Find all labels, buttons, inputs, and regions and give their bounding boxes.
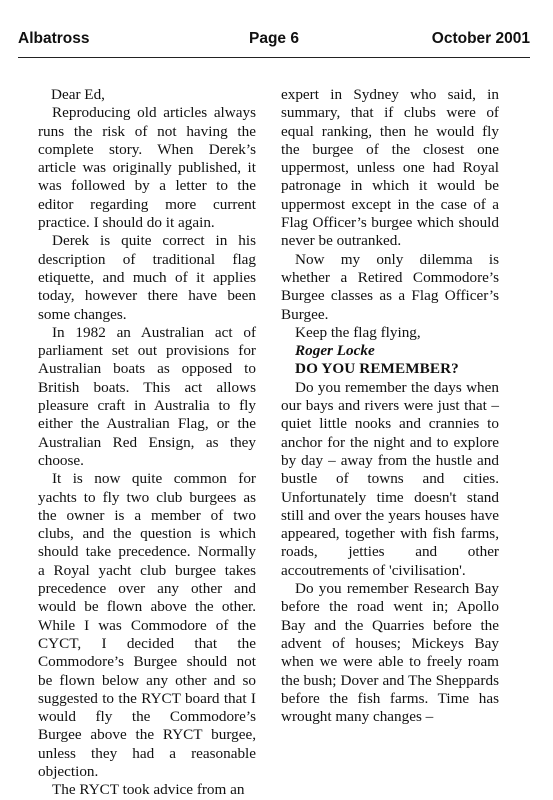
letter-paragraph: Now my only dilemma is whether a Retired Commodore’s Burgee classes as a Flag Officer’s Burgee. <box>281 250 499 323</box>
letter-paragraph: In 1982 an Australian act of parliament set out provisions for Australian boats as opposed to British boats. This act allows pleasure craft in Australia to fly either the Australian Flag, or the Australian Red Ensign, as they choose. <box>38 323 256 469</box>
letter-paragraph: Derek is quite correct in his description of traditional flag etiquette, and much of it applies today, however there have been some changes. <box>38 232 256 323</box>
letter-signature: Roger Locke <box>295 342 375 360</box>
letter-paragraph-part2: expert in Sydney who said, in summary, that if clubs were of equal ranking, then he would fly the burgee of the closest one uppermost, unless one had Royal patronage in which it would be uppermost except in the case of a Flag Officer’s burgee which should never be outranked. <box>281 86 499 250</box>
article-paragraph: Do you remember Research Bay before the road went in; Apollo Bay and the Quarries before the advent of houses; Mickeys Bay when we were able to freely roam the bush; Dover and The Sheppards before the fish farms. Time has wrought many changes – <box>281 580 499 726</box>
letter-paragraph-part1: The RYCT took advice from an <box>52 781 245 799</box>
right-column <box>281 86 499 726</box>
left-column <box>38 86 256 800</box>
header-divider <box>18 57 530 58</box>
letter-paragraph: Reproducing old articles always runs the risk of not having the complete story. When Derek’s article was originally published, it was followed by a letter to the editor regarding more current practice. I should do it again. <box>38 104 256 232</box>
issue-date: October 2001 <box>431 30 530 47</box>
page-header <box>18 30 530 52</box>
publication-name: Albatross <box>18 30 90 47</box>
page-number: Page 6 <box>249 30 299 47</box>
letter-greeting: Dear Ed, <box>51 86 105 103</box>
article-paragraph: Do you remember the days when our bays and rivers were just that – quiet little nooks and crannies to anchor for the night and to explore by day – away from the hustle and bustle of towns and cities. Unfortunately time doesn't stand still and over the years houses have appeared, together with fish farms, roads, jetties and other accoutrements of 'civilisation'. <box>281 378 499 579</box>
letter-paragraph: It is now quite common for yachts to fly two club burgees as the owner is a member of two clubs, and the question is which should take precedence. Normally a Royal yacht club burgee takes precedence over any other and would be flown above the other. While I was Commodore of the CYCT, I decided that the Commodore’s Burgee should not be flown below any other and so suggested to the RYCT board that I would fly the Commodore’s Burgee above the RYCT burgee, unless they had a reasonable objection. <box>38 470 256 780</box>
letter-closing: Keep the flag flying, <box>295 323 421 341</box>
article-heading: DO YOU REMEMBER? <box>295 360 459 378</box>
